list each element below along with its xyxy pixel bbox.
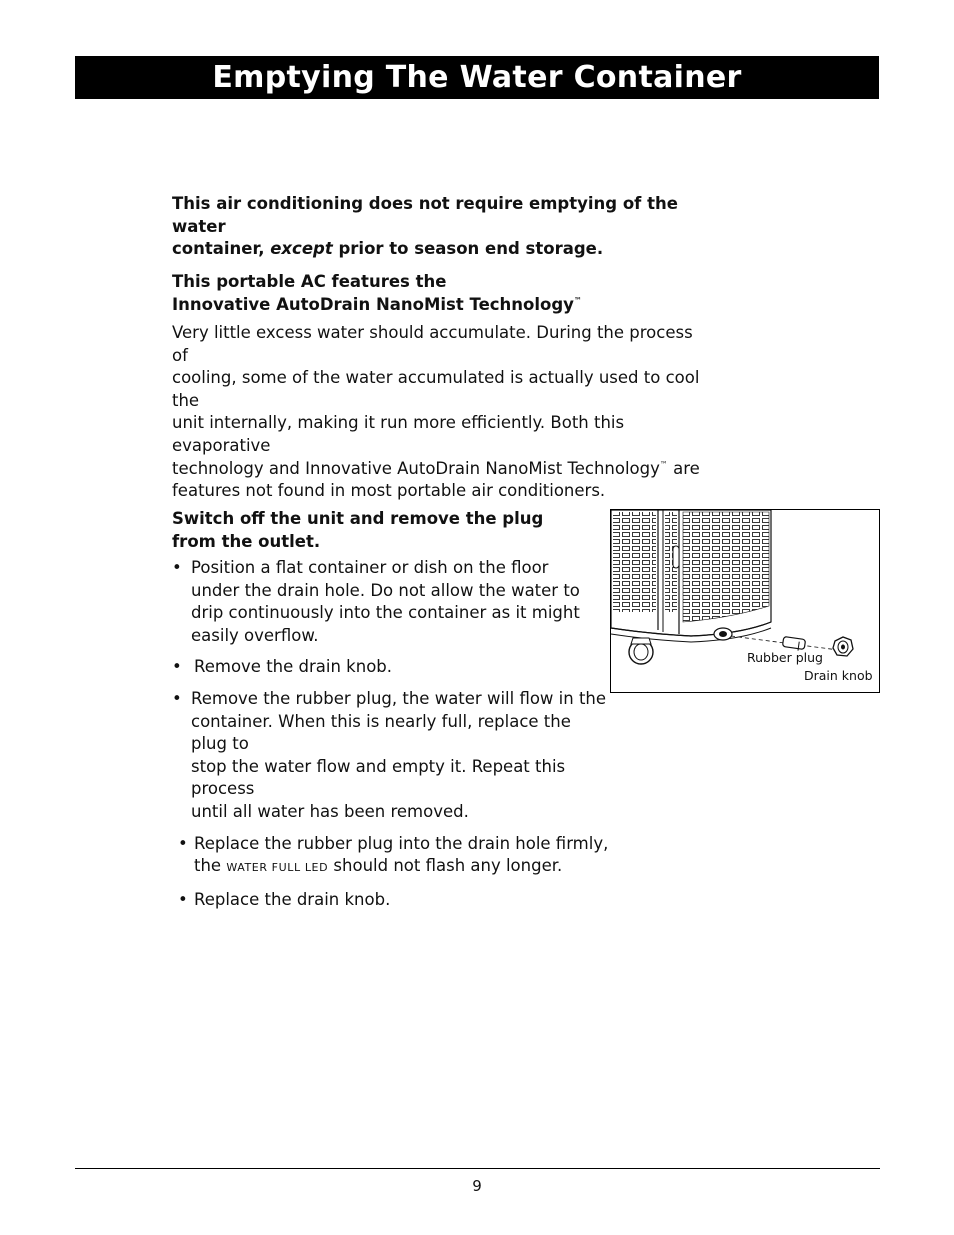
feature-body-text: technology and Innovative AutoDrain NanoMist Technology (172, 458, 660, 478)
list-item (178, 889, 618, 912)
rubber-plug-label: Rubber plug (747, 650, 823, 665)
list-item-line: Replace the drain knob. (194, 889, 391, 909)
list-item (178, 833, 618, 880)
bullet: • (172, 688, 182, 708)
list-item (172, 656, 612, 679)
list-item (172, 557, 612, 647)
footer-divider (75, 1168, 880, 1169)
list-item-line: under the drain hole. Do not allow the water to (191, 580, 580, 600)
steps-heading (172, 508, 592, 553)
list-item-line: Replace the rubber plug into the drain hole firmly, (194, 833, 609, 853)
list-item-text: should not flash any longer. (328, 856, 563, 876)
rubber-plug-drawing (782, 637, 805, 651)
page-title: Emptying The Water Container (212, 60, 742, 95)
trademark-symbol: ™ (573, 295, 582, 305)
steps-list (172, 557, 612, 911)
list-item-line: easily overflow. (191, 625, 319, 645)
drain-knob-label: Drain knob (804, 668, 873, 683)
bullet: • (172, 558, 182, 577)
intro-text: prior to season end storage. (332, 239, 604, 259)
page-number: 9 (472, 1177, 482, 1195)
drain-illustration (610, 509, 880, 693)
bullet: • (178, 833, 188, 853)
intro-text: container, (172, 239, 271, 259)
list-item-line: container. When this is nearly full, replace the plug to (191, 711, 571, 754)
list-item-line: Remove the rubber plug, the water will flow in the (191, 688, 607, 708)
feature-body-line: unit internally, making it run more efficiently. Both this evaporative (172, 413, 625, 455)
list-item (172, 688, 612, 824)
list-item-line: drip continuously into the container as it might (191, 603, 580, 623)
list-item-line (194, 855, 618, 880)
steps-heading-line-2: from the outlet. (172, 531, 321, 551)
intro-paragraph (172, 193, 732, 261)
bullet: • (172, 657, 182, 677)
intro-line-2 (172, 238, 732, 261)
water-full-led-label: WATER FULL LED (226, 861, 329, 875)
intro-italic: except (270, 239, 333, 259)
feature-body-text: are (667, 458, 700, 478)
list-item-line: Position a flat container or dish on the floor (191, 558, 549, 577)
feature-body-line: features not found in most portable air conditioners. (172, 481, 606, 501)
feature-heading-line-2 (172, 294, 692, 317)
list-item-line: Remove the drain knob. (194, 657, 393, 677)
feature-body (172, 322, 712, 503)
bullet: • (178, 889, 188, 909)
steps-heading-line-1: Switch off the unit and remove the plug (172, 509, 544, 528)
list-item-line: until all water has been removed. (191, 801, 469, 821)
air-conditioner-drawing (611, 510, 879, 692)
feature-heading-text: Innovative AutoDrain NanoMist Technology (172, 294, 574, 314)
drain-knob-drawing (833, 637, 853, 656)
feature-heading (172, 271, 692, 316)
title-bar (75, 56, 879, 99)
list-item-line: stop the water flow and empty it. Repeat this process (191, 756, 566, 799)
list-item-text: the (194, 856, 227, 876)
feature-body-line: Very little excess water should accumulate. During the process of (172, 323, 693, 365)
feature-body-line (172, 458, 712, 481)
trademark-symbol: ™ (659, 459, 668, 469)
feature-body-line: cooling, some of the water accumulated is actually used to cool the (172, 368, 700, 410)
intro-line-1: This air conditioning does not require emptying of the water (172, 194, 678, 236)
feature-heading-line-1: This portable AC features the (172, 272, 447, 291)
